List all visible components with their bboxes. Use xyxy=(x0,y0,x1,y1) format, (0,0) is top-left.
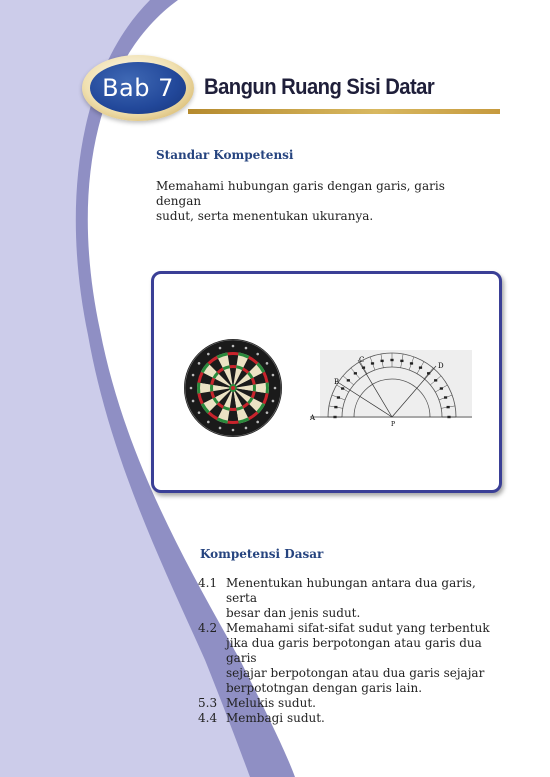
point-label-b: B xyxy=(334,378,340,386)
dartboard-number-mark xyxy=(232,345,235,348)
standard-text-line: Memahami hubungan garis dengan garis, garis dengan xyxy=(156,179,445,208)
title-underline xyxy=(188,109,500,114)
chapter-badge-inner xyxy=(90,62,186,114)
protractor-image xyxy=(306,350,478,430)
dartboard-number-mark xyxy=(256,421,259,424)
dartboard-treble-ring xyxy=(253,384,256,391)
protractor-scale-mark xyxy=(347,379,350,381)
item-line: Menentukan hubungan antara dua garis, serta xyxy=(226,576,476,605)
item-number: 5.3 xyxy=(198,696,218,710)
list-item xyxy=(198,696,498,711)
point-label-p: P xyxy=(391,421,396,428)
protractor-scale-mark xyxy=(381,360,384,362)
protractor-scale-mark xyxy=(447,406,450,408)
dartboard-treble-ring xyxy=(229,365,236,368)
dartboard-number-mark xyxy=(245,427,248,430)
standard-text xyxy=(156,179,486,224)
dartboard-number-mark xyxy=(198,411,201,414)
dartboard-number-mark xyxy=(192,400,195,403)
basic-heading: Kompetensi Dasar xyxy=(200,547,324,561)
protractor-scale-mark xyxy=(410,362,413,364)
protractor-scale-mark xyxy=(434,379,437,381)
standard-text-line: sudut, serta menentukan ukuranya. xyxy=(156,209,374,223)
dartboard-number-mark xyxy=(245,347,248,350)
dartboard-bullseye xyxy=(231,386,235,390)
item-line: Melukis sudut. xyxy=(226,696,316,710)
dartboard-number-mark xyxy=(256,353,259,356)
dartboard-treble-ring xyxy=(229,408,236,411)
dartboard-image xyxy=(183,338,283,438)
item-line: jika dua garis berpotongan atau garis dua garis xyxy=(226,636,482,665)
dartboard-double-ring xyxy=(227,421,238,424)
protractor-scale-mark xyxy=(337,396,340,398)
chapter-title: Bangun Ruang Sisi Datar xyxy=(204,74,435,99)
protractor-scale-mark xyxy=(371,362,374,364)
standard-heading: Standar Kompetensi xyxy=(156,148,294,162)
protractor-scale-mark xyxy=(334,406,337,408)
protractor-scale-mark xyxy=(400,360,403,362)
dartboard-number-mark xyxy=(266,362,269,365)
dartboard-number-mark xyxy=(232,429,235,432)
item-line: Memahami sifat-sifat sudut yang terbentuk xyxy=(226,621,490,635)
item-text xyxy=(226,711,498,726)
dartboard-number-mark xyxy=(192,374,195,377)
dartboard-number-mark xyxy=(274,387,277,390)
protractor-scale-mark xyxy=(419,366,422,368)
dartboard-number-mark xyxy=(272,374,275,377)
dartboard-number-mark xyxy=(219,347,222,350)
protractor-scale-mark xyxy=(390,359,393,361)
protractor-scale-mark xyxy=(440,387,443,389)
dartboard-number-mark xyxy=(207,353,210,356)
list-item xyxy=(198,621,498,696)
dartboard-number-mark xyxy=(198,362,201,365)
point-label-d: D xyxy=(438,362,444,370)
dartboard-number-mark xyxy=(266,411,269,414)
item-number: 4.1 xyxy=(198,576,218,590)
dartboard-double-ring xyxy=(227,352,238,355)
protractor-scale-mark xyxy=(341,387,344,389)
dartboard-number-mark xyxy=(219,427,222,430)
point-label-c: C xyxy=(359,356,365,364)
item-text xyxy=(226,621,498,696)
item-line: besar dan jenis sudut. xyxy=(226,606,361,620)
dartboard-number-mark xyxy=(207,421,210,424)
protractor-scale-mark xyxy=(354,372,357,374)
point-label-a: A xyxy=(310,414,316,422)
item-text xyxy=(226,696,498,711)
item-text xyxy=(226,576,498,621)
dartboard-number-mark xyxy=(190,387,193,390)
chapter-badge xyxy=(82,55,194,121)
item-number: 4.2 xyxy=(198,621,218,635)
item-line: berpototngan dengan garis lain. xyxy=(226,681,423,695)
dartboard-treble-ring xyxy=(210,384,213,391)
protractor-scale-mark xyxy=(444,396,447,398)
dartboard-number-mark xyxy=(272,400,275,403)
chapter-number: Bab 7 xyxy=(102,74,174,102)
item-line: Membagi sudut. xyxy=(226,711,325,725)
item-line: sejajar berpotongan atau dua garis sejajar xyxy=(226,666,485,680)
dartboard-double-ring xyxy=(197,382,200,393)
list-item xyxy=(198,711,498,726)
list-item xyxy=(198,576,498,621)
dartboard-double-ring xyxy=(266,382,269,393)
item-number: 4.4 xyxy=(198,711,218,725)
competency-list xyxy=(198,576,498,726)
